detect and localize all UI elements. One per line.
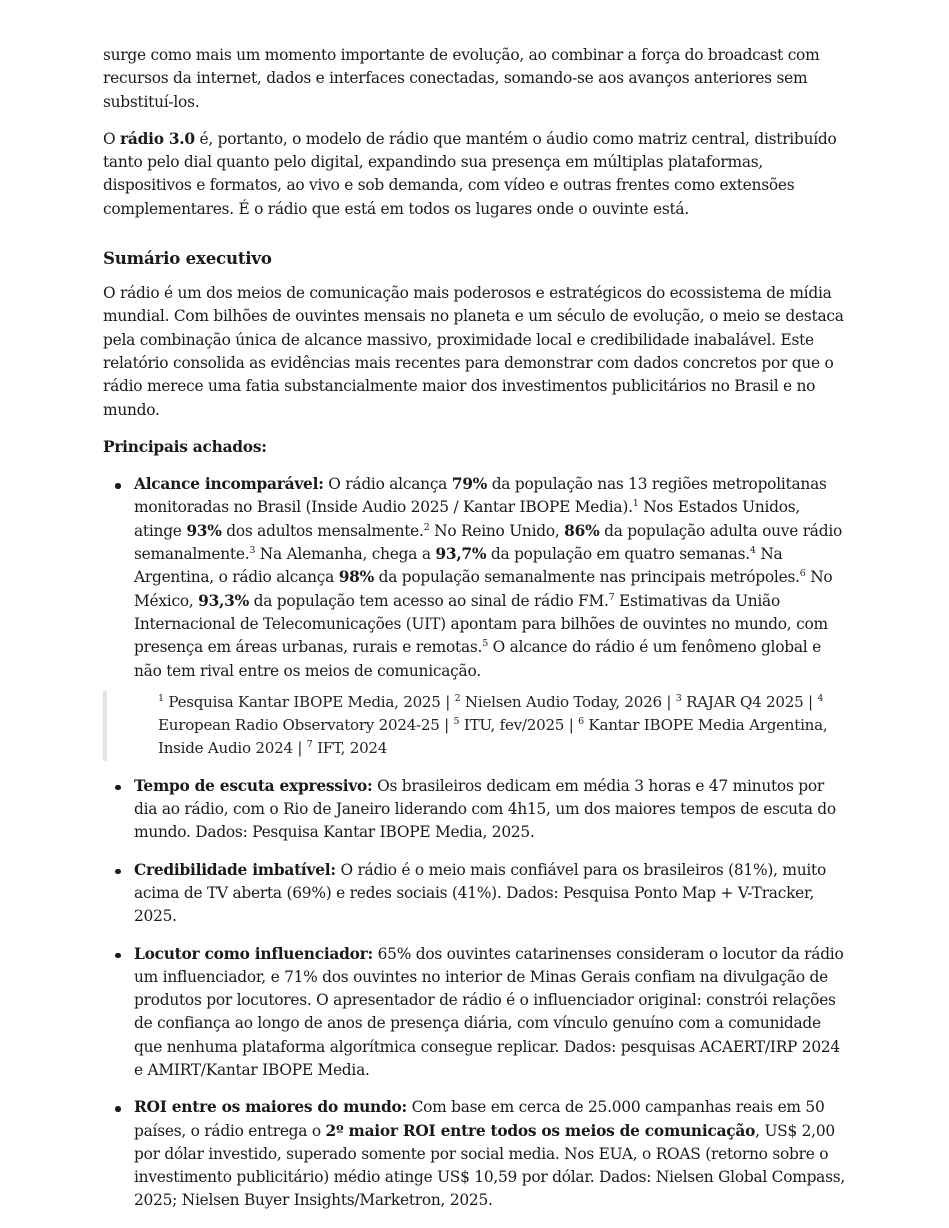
stat-value: 86% — [564, 521, 600, 540]
citation-number: 1 — [158, 692, 164, 704]
radio-3-definition-paragraph — [103, 128, 849, 221]
text-run: da população nas 13 regiões metropolitanas monitoradas no Brasil (Inside Audio 2025 / Kantar IBOPE Media). — [134, 475, 827, 517]
item-title: Alcance incomparável: — [134, 475, 324, 494]
citation-text: Pesquisa Kantar IBOPE Media, 2025 | — [163, 692, 455, 711]
item-title: ROI entre os maiores do mundo: — [134, 1098, 407, 1117]
citation-number: 3 — [675, 692, 682, 704]
item-title: Credibilidade imbatível: — [134, 860, 336, 879]
bullet-icon — [115, 483, 121, 489]
bold-term: rádio 3.0 — [120, 129, 195, 148]
text-run: Os brasileiros dedicam em média 3 horas e 47 minutos por dia ao rádio, com o Rio de Janeiro liderando com 4h15, um dos maiores tempos de escuta do mundo. Dados: Pesquisa Kantar IBOPE Media, 2025. — [134, 776, 836, 842]
text-run: O rádio é o meio mais confiável para os brasileiros (81%), muito acima de TV aberta (69%) e redes sociais (41%). Dados: Pesquisa Ponto Map + V-Tracker, 2025. — [134, 860, 827, 926]
citation-number: 7 — [306, 739, 313, 751]
footnote-ref: 3 — [249, 545, 256, 557]
citation-text: IFT, 2024 — [312, 739, 388, 758]
list-item-announcer — [103, 943, 849, 1083]
footnote-ref: 1 — [632, 498, 639, 510]
citation-number: 2 — [454, 692, 461, 704]
text-run: Nos Estados Unidos, atinge — [134, 498, 801, 540]
bullet-icon — [115, 1106, 121, 1112]
item-title: Locutor como influenciador: — [134, 944, 373, 963]
text-run: 65% dos ouvintes catarinenses consideram o locutor da rádio um influenciador, e 71% dos ouvintes no interior de Minas Gerais confiam na divulgação de produtos por locutores. O apresentador de rádio é o influenciador original: constrói relações de confiança ao longo de anos de presença diária, com vínculo genuíno com a comunidade que nenhuma plataforma algorítmica consegue replicar. Dados: pesquisas ACAERT/IRP 2024 e AMIRT/Kantar IBOPE Media. — [134, 944, 844, 1079]
intro-paragraph: surge como mais um momento importante de evolução, ao combinar a força do broadcast com recursos da internet, dados e interfaces conectadas, somando-se aos avanços anteriores sem substituí-los. — [103, 46, 820, 111]
stat-value: 79% — [451, 475, 488, 494]
stat-value: 98% — [338, 568, 374, 587]
text-run: , US$ 2,00 por dólar investido, superado somente por social media. Nos EUA, o ROAS (retorno sobre o investimento publicitário) médio atinge US$ 10,59 por dólar. Dados: Nielsen Global Compass, 2025; Nielsen Buyer Insights/Marketron, 2025. — [134, 1121, 846, 1210]
text-run: da população em quatro semanas. — [486, 545, 750, 564]
summary-paragraph: O rádio é um dos meios de comunicação mais poderosos e estratégicos do ecossistema de mídia mundial. Com bilhões de ouvintes mensais no planeta e um século de evolução, o meio se destaca pela combinação única de alcance massivo, proximidade local e credibilidade inabalável. Este relatório consolida as evidências mais recentes para demonstrar com dados concretos por que o rádio merece uma fatia substancialmente maior dos investimentos publicitários no Brasil e no mundo. — [103, 284, 844, 419]
text-run: No Reino Unido, — [429, 521, 565, 540]
bullet-icon — [115, 785, 121, 791]
stat-value: 2º maior ROI entre todos os meios de comunicação — [325, 1121, 756, 1140]
list-item-listening-time — [103, 775, 849, 845]
text-run: O — [103, 129, 121, 148]
list-item-credibility — [103, 859, 849, 929]
text-run: da população semanalmente nas principais metrópoles. — [374, 568, 800, 587]
stat-value: 93% — [186, 521, 222, 540]
footnote-ref: 2 — [423, 521, 430, 533]
text-run: da população adulta ouve rádio semanalmente. — [134, 521, 843, 564]
citation-text: Nielsen Audio Today, 2026 | — [460, 692, 676, 711]
text-run: O rádio alcança — [323, 475, 452, 494]
text-run: é, portanto, o modelo de rádio que mantém o áudio como matriz central, distribuído tanto pelo dial quanto pelo digital, expandindo sua presença em múltiplas plataformas, dispositivos e formatos, ao vivo e sob demanda, com vídeo e outras frentes como extensões complementares. É o rádio que está em todos os lugares onde o ouvinte está. — [103, 129, 837, 218]
citation-text: RAJAR Q4 2025 | — [681, 692, 818, 711]
footnote-ref: 7 — [608, 591, 615, 603]
citation-blockquote — [103, 691, 849, 761]
findings-label-text: Principais achados: — [103, 437, 267, 456]
text-run: No México, — [134, 568, 833, 610]
footnote-ref: 5 — [482, 638, 488, 650]
citation-number: 5 — [453, 716, 460, 728]
bullet-icon — [115, 953, 121, 959]
list-item-roi — [103, 1096, 849, 1212]
citation-text: ITU, fev/2025 | — [459, 716, 579, 735]
text-run: da população tem acesso ao sinal de rádio FM. — [249, 591, 609, 610]
findings-list — [103, 473, 849, 1213]
citation-number: 4 — [817, 692, 824, 704]
text-run: dos adultos mensalmente. — [221, 521, 424, 540]
stat-value: 93,3% — [198, 591, 249, 610]
bullet-icon — [115, 869, 121, 875]
footnote-ref: 4 — [749, 545, 756, 557]
text-run: Na Argentina, o rádio alcança — [134, 545, 783, 587]
text-run: O alcance do rádio é um fenômeno global e não tem rival entre os meios de comunicação. — [134, 638, 821, 680]
list-item-reach — [103, 473, 849, 761]
citation-number: 6 — [578, 716, 584, 728]
citation-text: Kantar IBOPE Media Argentina, Inside Audio 2024 | — [158, 716, 828, 758]
section-heading: Sumário executivo — [103, 248, 272, 269]
stat-value: 93,7% — [435, 545, 487, 564]
text-run: Com base em cerca de 25.000 campanhas reais em 50 países, o rádio entrega o — [134, 1098, 825, 1140]
citation-text: European Radio Observatory 2024-25 | — [158, 716, 454, 735]
footnote-ref: 6 — [799, 568, 806, 580]
item-title: Tempo de escuta expressivo: — [134, 776, 373, 795]
findings-label — [103, 436, 849, 459]
text-run: Na Alemanha, chega a — [255, 545, 436, 564]
text-run: Estimativas da União Internacional de Telecomunicações (UIT) apontam para bilhões de ouvintes no mundo, com presença em áreas urbanas, rurais e remotas. — [134, 591, 828, 657]
